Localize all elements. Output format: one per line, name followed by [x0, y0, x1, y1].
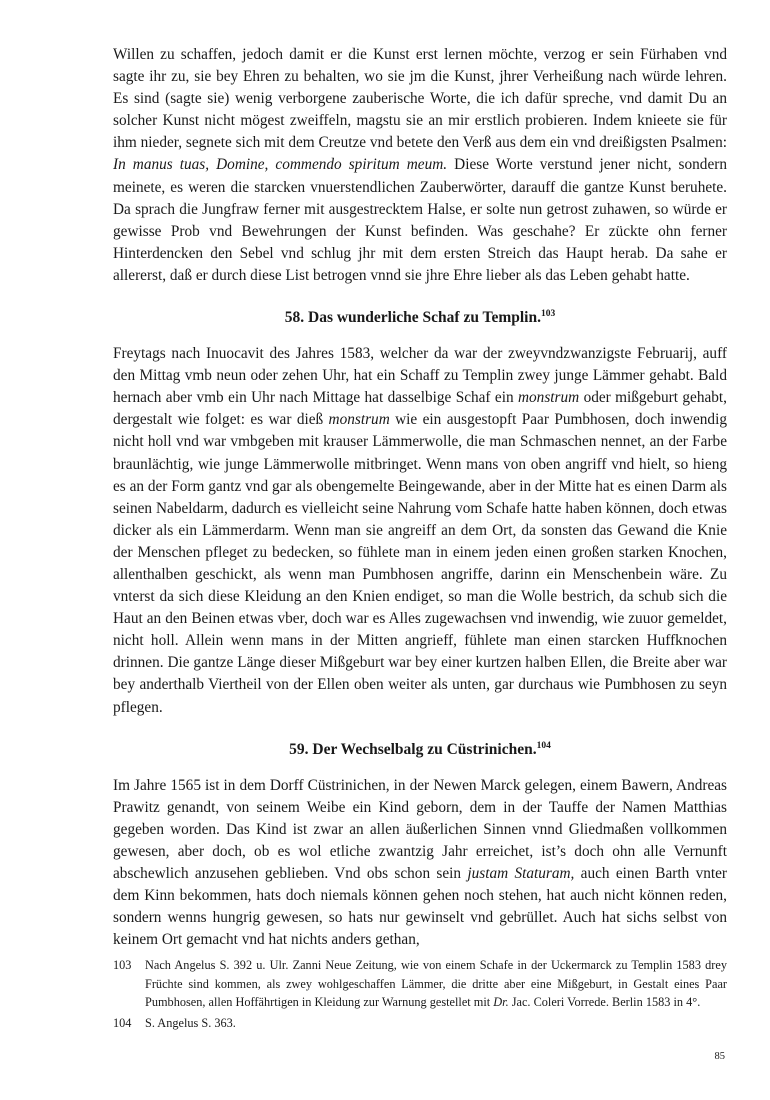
- section-58-paragraph: Freytags nach Inuocavit des Jahres 1583, welcher da war der zweyvndzwanzigste Februarij, auff den Mittag vmb neun oder zehen Uhr, hat ein Schaff zu Templin zwey junge Lämmer gehabt. Bald hernach aber vmb ein Uhr nach Mittage hat dasselbige Schaf ein monstrum oder mißgeburt gehabt, dergestalt wie folget: es war dieß monstrum wie ein ausgestopft Paar Pumbhosen, doch inwendig nicht holl vnd war vmbgeben mit krauser Lämmerwolle, die man Schmaschen nennet, an der Farbe braunlächtig, wie junge Lämmerwolle mitbringet. Wenn mans von oben angriff vnd hielt, so hieng es an der Form gantz vnd gar als obengemelte Beingewande, aber in der Mitte hat es einen Darm als seinen Nabeldarm, dadurch es vielleicht seine Nahrung vom Schafe hatte haben können, doch etwas dicker als ein Lämmerdarm. Wenn man sie angreiff an dem Ort, da sonsten das Gewand die Knie der Menschen pfleget zu bedecken, so fühlete man in einem jeden einen großen starken Knochen, allenthalben geschickt, als wenn man Pumbhosen angriffe, darinn ein Menschenbein wäre. Zu vnterst da sich diese Kleidung an den Knien endiget, so man die Wolle bestrich, da schub sich die Haut an den Beinen etwas vber, doch war es Alles zugewachsen vnd inwendig, wie zuuor gemeldet, nicht holl. Allein wenn mans in der Mitten angrieff, fühlete man einen starcken Huffknochen drinnen. Die gantze Länge dieser Mißgeburt war bey einer kurtzen halben Ellen, die Breite aber war bey anderthalb Viertheil von der Ellen oben weiter als unten, gar durchaus wie Pumbhosen zu seyn pflegen.: [113, 345, 727, 716]
- page-content: [113, 44, 727, 1036]
- italic-term: monstrum: [328, 411, 390, 429]
- italic-term: justam Staturam,: [467, 865, 575, 882]
- section-59-heading: 59. Der Wechselbalg zu Cüstrinichen.$^{104}$: [289, 740, 551, 758]
- footnote-text: Nach Angelus S. 392 u. Ulr. Zanni Neue Zeitung, wie von einem Schafe in der Uckermarck zu Templin 1583 drey Früchte sind kommen, als zwey wohlgeschaffen Lämmer, die dritte aber eine Mißgeburt, in Gestalt eines Paar Pumbhosen, allen Hoffährtigen in Kleidung zur Warnung gestellet mit Dr. Jac. Coleri Vorrede. Berlin 1583 in 4°.: [145, 958, 727, 1009]
- footnote-104: [113, 1014, 727, 1032]
- footnote-text: S. Angelus S. 363.: [145, 1016, 236, 1031]
- italic-term: monstrum: [517, 389, 580, 407]
- latin-quote: In manus tuas, Domine, commendo spiritum meum.: [113, 156, 448, 174]
- footnote-number: 104: [113, 1016, 132, 1031]
- footnote-ref-103[interactable]: 103: [540, 309, 556, 320]
- section-58-heading: 58. Das wunderliche Schaf zu Templin.$^{103}$: [284, 309, 556, 327]
- footnotes: [113, 956, 727, 1032]
- footnote-number: 103: [113, 958, 132, 973]
- intro-paragraph: Willen zu schaffen, jedoch damit er die Kunst erst lernen möchte, verzog er sein Fürhaben vnd sagte ihr zu, sie bey Ehren zu behalten, wo sie jm die Kunst, jhrer Verheißung nach würde lehren. Es sind (sagte sie) wenig verborgene zauberische Worte, die ich dafür spreche, vnd damit Du an solcher Kunst nicht mögest zweiffeln, magstu sie an mir erstlich probieren. Indem knieete sie für ihm nieder, segnete sich mit dem Creutze vnd betete den Verß aus dem ein vnd dreißigsten Psalmen: In manus tuas, Domine, commendo spiritum meum. Diese Worte verstund jener nicht, sondern meinete, es weren die starcken vnuerstendlichen Zauberwörter, darauff die gantze Kunst beruhete. Da sprach die Jungfraw ferner mit ausgestrecktem Halse, er solte nun getrost zuhawen, so würde er gewisse Prob vnd Bewehrungen der Kunst befinden. Was geschahe? Er zückte ohn ferner Hinterdencken den Sebel vnd schlug jhr mit dem ersten Streich das Haupt herab. Da sahe er allererst, daß er durch diese List betrogen vnnd sie jhre Ehre lieber als das Leben gehabt hatte.: [113, 46, 727, 284]
- footnote-103: [113, 956, 727, 1011]
- section-59-paragraph: Im Jahre 1565 ist in dem Dorff Cüstrinichen, in der Newen Marck gelegen, einem Bawern, Andreas Prawitz genandt, von seinem Weibe ein Kind geborn, dem in der Tauffe der Namen Matthias gegeben worden. Das Kind ist zwar an allen äußerlichen Sinnen vnnd Gliedmaßen vollkommen gewesen, aber doch, ob es wol etliche zwantzig Jahr erreichet, ist’s doch ohn alle Vernunft abschewlich anzusehen geblieben. Vnd obs schon sein justam Staturam, auch einen Barth vnter dem Kinn bekommen, hats doch niemals können gehen noch stehen, hat auch nicht können reden, sondern wenns hungrig gewesen, so hats nur gewinselt vnd gebrüllet. Auch hat sichs selbst von keinem Ort gemacht vnd hat nichts anders gethan,: [113, 776, 727, 949]
- page-number: 85: [714, 1051, 725, 1062]
- footnote-ref-104[interactable]: 104: [536, 740, 551, 751]
